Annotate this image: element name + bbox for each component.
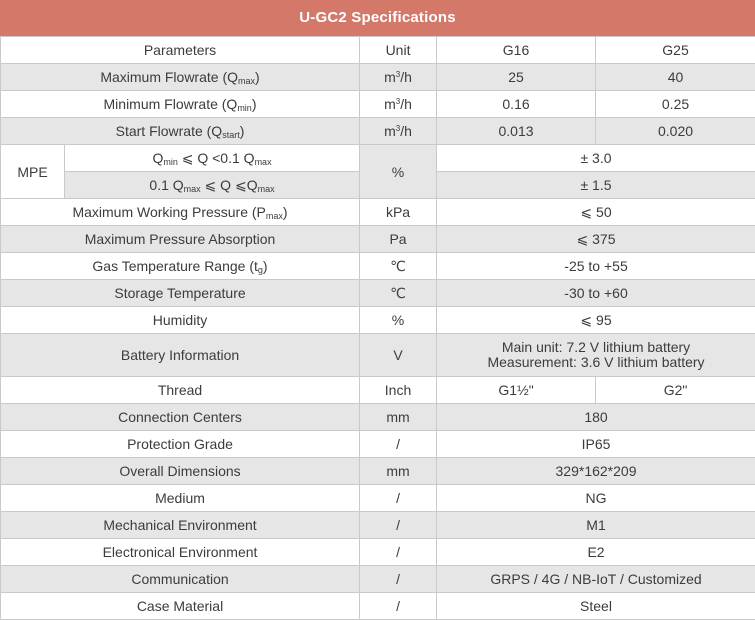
unit-mechanical-environment: / (360, 512, 437, 539)
battery-measurement: Measurement: 3.6 V lithium battery (437, 355, 755, 370)
row-pressure-absorption (1, 226, 755, 253)
unit-gas-temperature: ℃ (360, 253, 437, 280)
row-working-pressure (1, 199, 755, 226)
label-start-flowrate: Start Flowrate $(Q_{start})$ (1, 118, 360, 145)
row-start-flowrate (1, 118, 755, 145)
row-medium (1, 485, 755, 512)
value-mpe-range2: ± 1.5 (437, 172, 755, 199)
value-electronical-environment: E2 (437, 539, 755, 566)
unit-battery: V (360, 334, 437, 377)
value-max-flowrate-g25: 40 (596, 64, 755, 91)
value-connection-centers: 180 (437, 404, 755, 431)
label-gas-temperature: Gas Temperature Range $(t_g)$ (1, 253, 360, 280)
label-thread: Thread (1, 377, 360, 404)
label-min-flowrate: Minimum Flowrate $(Q_{min})$ (1, 91, 360, 118)
row-mpe-range1 (1, 145, 755, 172)
row-max-flowrate (1, 64, 755, 91)
unit-storage-temperature: ℃ (360, 280, 437, 307)
row-overall-dimensions (1, 458, 755, 485)
value-battery (437, 334, 755, 377)
row-gas-temperature (1, 253, 755, 280)
label-max-flowrate: Maximum Flowrate $(Q_{max})$ (1, 64, 360, 91)
unit-protection-grade: / (360, 431, 437, 458)
value-case-material: Steel (437, 593, 755, 620)
value-start-flowrate-g25: 0.020 (596, 118, 755, 145)
row-connection-centers (1, 404, 755, 431)
page-title: U-GC2 Specifications (0, 0, 755, 36)
value-start-flowrate-g16: 0.013 (437, 118, 596, 145)
value-humidity: ⩽ 95 (437, 307, 755, 334)
label-pressure-absorption: Maximum Pressure Absorption (1, 226, 360, 253)
label-working-pressure: Maximum Working Pressure $(P_{max})$ (1, 199, 360, 226)
value-max-flowrate-g16: 25 (437, 64, 596, 91)
row-humidity (1, 307, 755, 334)
label-medium: Medium (1, 485, 360, 512)
header-g16: G16 (437, 37, 596, 64)
row-storage-temperature (1, 280, 755, 307)
unit-working-pressure: kPa (360, 199, 437, 226)
row-battery (1, 334, 755, 377)
value-medium: NG (437, 485, 755, 512)
unit-max-flowrate: $m^3/h$ (360, 64, 437, 91)
row-electronical-environment (1, 539, 755, 566)
value-thread-g25: G2" (596, 377, 755, 404)
unit-communication: / (360, 566, 437, 593)
header-unit: Unit (360, 37, 437, 64)
label-protection-grade: Protection Grade (1, 431, 360, 458)
label-mpe-range2: 0.1 $Q_{max}$ ⩽ Q $⩽Q_{max}$ (65, 172, 360, 199)
label-storage-temperature: Storage Temperature (1, 280, 360, 307)
value-pressure-absorption: ⩽ 375 (437, 226, 755, 253)
label-case-material: Case Material (1, 593, 360, 620)
battery-main-unit: Main unit: 7.2 V lithium battery (437, 340, 755, 355)
row-thread (1, 377, 755, 404)
unit-min-flowrate: $m^3/h$ (360, 91, 437, 118)
table-header-row (1, 37, 755, 64)
unit-connection-centers: mm (360, 404, 437, 431)
value-storage-temperature: -30 to +60 (437, 280, 755, 307)
unit-overall-dimensions: mm (360, 458, 437, 485)
unit-start-flowrate: $m^3/h$ (360, 118, 437, 145)
label-mpe: MPE (1, 145, 65, 199)
value-min-flowrate-g25: 0.25 (596, 91, 755, 118)
value-overall-dimensions: 329*162*209 (437, 458, 755, 485)
header-parameters: Parameters (1, 37, 360, 64)
value-thread-g16: G1½" (437, 377, 596, 404)
unit-mpe: % (360, 145, 437, 199)
value-protection-grade: IP65 (437, 431, 755, 458)
label-battery: Battery Information (1, 334, 360, 377)
value-mpe-range1: ± 3.0 (437, 145, 755, 172)
row-communication (1, 566, 755, 593)
label-communication: Communication (1, 566, 360, 593)
label-mechanical-environment: Mechanical Environment (1, 512, 360, 539)
row-case-material (1, 593, 755, 620)
row-mechanical-environment (1, 512, 755, 539)
value-communication: GRPS / 4G / NB-IoT / Customized (437, 566, 755, 593)
value-working-pressure: ⩽ 50 (437, 199, 755, 226)
value-gas-temperature: -25 to +55 (437, 253, 755, 280)
unit-case-material: / (360, 593, 437, 620)
unit-electronical-environment: / (360, 539, 437, 566)
unit-pressure-absorption: Pa (360, 226, 437, 253)
value-mechanical-environment: M1 (437, 512, 755, 539)
unit-thread: Inch (360, 377, 437, 404)
unit-medium: / (360, 485, 437, 512)
row-min-flowrate (1, 91, 755, 118)
label-electronical-environment: Electronical Environment (1, 539, 360, 566)
unit-humidity: % (360, 307, 437, 334)
row-protection-grade (1, 431, 755, 458)
label-mpe-range1: $Q_{min}$ ⩽ Q <0.1 $Q_{max}$ (65, 145, 360, 172)
label-humidity: Humidity (1, 307, 360, 334)
label-overall-dimensions: Overall Dimensions (1, 458, 360, 485)
spec-table (0, 36, 755, 620)
label-connection-centers: Connection Centers (1, 404, 360, 431)
value-min-flowrate-g16: 0.16 (437, 91, 596, 118)
header-g25: G25 (596, 37, 755, 64)
